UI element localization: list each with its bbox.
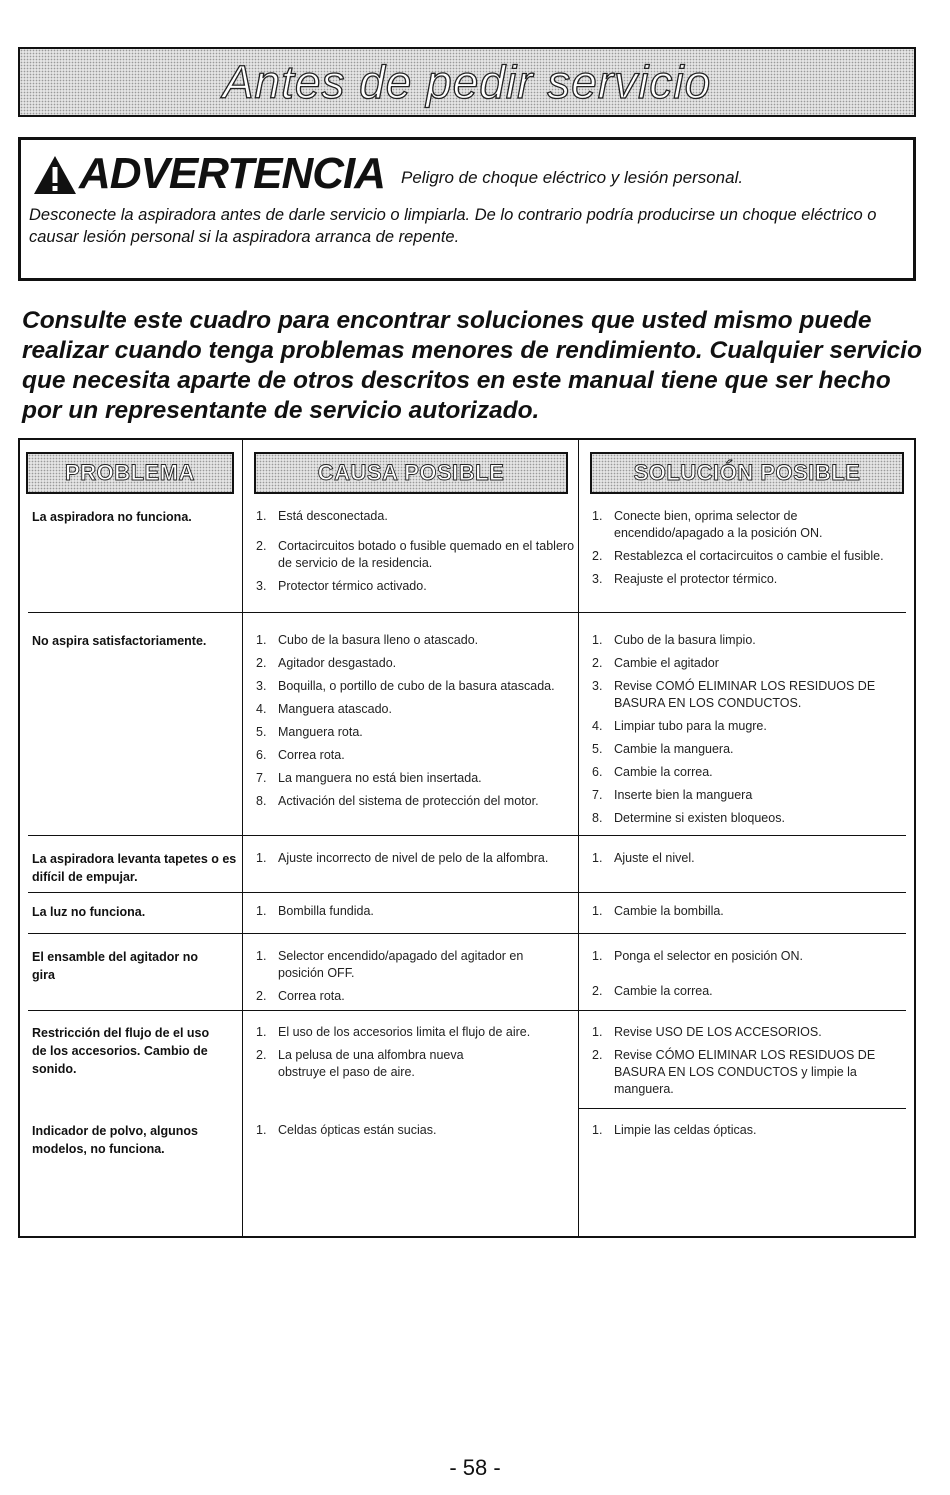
cause-list (256, 632, 581, 816)
list-item: 7. La manguera no está bien insertada. (256, 771, 482, 785)
cause-list (256, 1122, 581, 1145)
list-item: 3. Reajuste el protector térmico. (592, 572, 778, 586)
list-item: 5. Cambie la manguera. (592, 742, 734, 756)
column-divider (242, 440, 243, 1236)
solution-list (592, 1024, 892, 1104)
solution-list (592, 1122, 902, 1145)
list-item: 2. La pelusa de una alfombra nueva obstruye el paso de aire. (256, 1048, 464, 1079)
row-divider (28, 835, 906, 836)
list-item: 7. Inserte bien la manguera (592, 788, 753, 802)
warning-body: Desconecte la aspiradora antes de darle servicio o limpiarla. De lo contrario podría producirse un choque eléctrico o causar lesión personal si la aspiradora arranca de repente. (29, 206, 877, 246)
problem-text: No aspira satisfactoriamente. (32, 634, 207, 648)
list-item: 6. Correa rota. (256, 748, 345, 762)
problem-text: Restricción del flujo de el uso de los accesorios. Cambio de sonido. (32, 1026, 210, 1076)
list-item: 1. Cambie la bombilla. (592, 904, 724, 918)
row-divider (578, 1108, 906, 1109)
cause-list (256, 508, 581, 601)
page-title: Antes de pedir servicio (222, 56, 712, 108)
page-number: - 58 - (449, 1455, 501, 1480)
list-item: 1. Conecte bien, oprima selector de encendido/apagado a la posición ON. (592, 509, 823, 540)
list-item: 2. Cambie la correa. (592, 984, 713, 998)
list-item: 8. Determine si existen bloqueos. (592, 811, 785, 825)
list-item: 3. Boquilla, o portillo de cubo de la basura atascada. (256, 679, 555, 693)
header-problem-label: PROBLEMA (65, 460, 195, 485)
problem-text: La aspiradora levanta tapetes o es difícil de empujar. (32, 852, 237, 884)
problem-text: La aspiradora no funciona. (32, 510, 192, 524)
list-item: 2. Correa rota. (256, 989, 345, 1003)
solution-list (592, 850, 902, 873)
cause-list (256, 1024, 556, 1087)
solution-list (592, 508, 902, 594)
list-item: 1. Cubo de la basura limpio. (592, 633, 756, 647)
solution-list (592, 632, 902, 833)
solution-list (592, 903, 902, 926)
list-item: 2. Restablezca el cortacircuitos o cambie el fusible. (592, 549, 884, 563)
problem-text: La luz no funciona. (32, 905, 146, 919)
list-item: 2. Cortacircuitos botado o fusible quemado en el tablero de servicio de la residencia. (256, 539, 575, 570)
troubleshooting-table (18, 438, 916, 1238)
row-divider (28, 1010, 906, 1011)
list-item: 1. El uso de los accesorios limita el flujo de aire. (256, 1025, 531, 1039)
cause-list (256, 850, 581, 873)
warning-box (18, 137, 916, 281)
list-item: 8. Activación del sistema de protección del motor. (256, 794, 539, 808)
warning-heading-group (33, 149, 386, 198)
problem-text: Indicador de polvo, algunos modelos, no funciona. (32, 1124, 198, 1156)
problem-text: El ensamble del agitador no gira (32, 950, 199, 982)
list-item: 1. Cubo de la basura lleno o atascado. (256, 633, 479, 647)
list-item: 4. Limpiar tubo para la mugre. (592, 719, 767, 733)
page-title-banner (18, 47, 916, 117)
list-item: 1. Selector encendido/apagado del agitador en posición OFF. (256, 949, 524, 980)
list-item: 3. Revise COMÓ ELIMINAR LOS RESIDUOS DE BASURA EN LOS CONDUCTOS. (592, 679, 876, 710)
cause-list (256, 948, 536, 1011)
warning-heading: ADVERTENCIA (79, 149, 386, 198)
list-item: 1. Celdas ópticas están sucias. (256, 1123, 437, 1137)
warning-triangle-icon (33, 154, 77, 196)
intro-paragraph: Consulte este cuadro para encontrar soluciones que usted mismo puede realizar cuando tenga problemas menores de rendimiento. Cualquier servicio que necesita aparte de otros descritos en este manual tiene que ser hecho por un representante de servicio autorizado. (22, 307, 922, 424)
list-item: 3. Protector térmico activado. (256, 579, 427, 593)
list-item: 1. Está desconectada. (256, 509, 388, 523)
row-divider (28, 612, 906, 613)
list-item: 1. Ponga el selector en posición ON. (592, 949, 803, 963)
list-item: 2. Revise CÓMO ELIMINAR LOS RESIDUOS DE BASURA EN LOS CONDUCTOS y limpie la manguera. (592, 1048, 876, 1096)
list-item: 2. Cambie el agitador (592, 656, 719, 670)
list-item: 1. Ajuste incorrecto de nivel de pelo de la alfombra. (256, 851, 549, 865)
header-cause-label: CAUSA POSIBLE (317, 460, 505, 485)
list-item: 1. Limpie las celdas ópticas. (592, 1123, 757, 1137)
header-cause (254, 452, 568, 494)
header-solution-label: SOLUCIÓN POSIBLE (633, 460, 861, 485)
list-item: 2. Agitador desgastado. (256, 656, 397, 670)
list-item: 5. Manguera rota. (256, 725, 363, 739)
list-item: 6. Cambie la correa. (592, 765, 713, 779)
header-problem (26, 452, 234, 494)
header-solution (590, 452, 904, 494)
list-item: 1. Bombilla fundida. (256, 904, 374, 918)
warning-subtitle: Peligro de choque eléctrico y lesión personal. (401, 168, 744, 187)
solution-list (592, 948, 902, 1006)
list-item: 1. Ajuste el nivel. (592, 851, 695, 865)
list-item: 1. Revise USO DE LOS ACCESORIOS. (592, 1025, 822, 1039)
cause-list (256, 903, 581, 926)
list-item: 4. Manguera atascado. (256, 702, 392, 716)
row-divider (28, 892, 906, 893)
row-divider (28, 933, 906, 934)
